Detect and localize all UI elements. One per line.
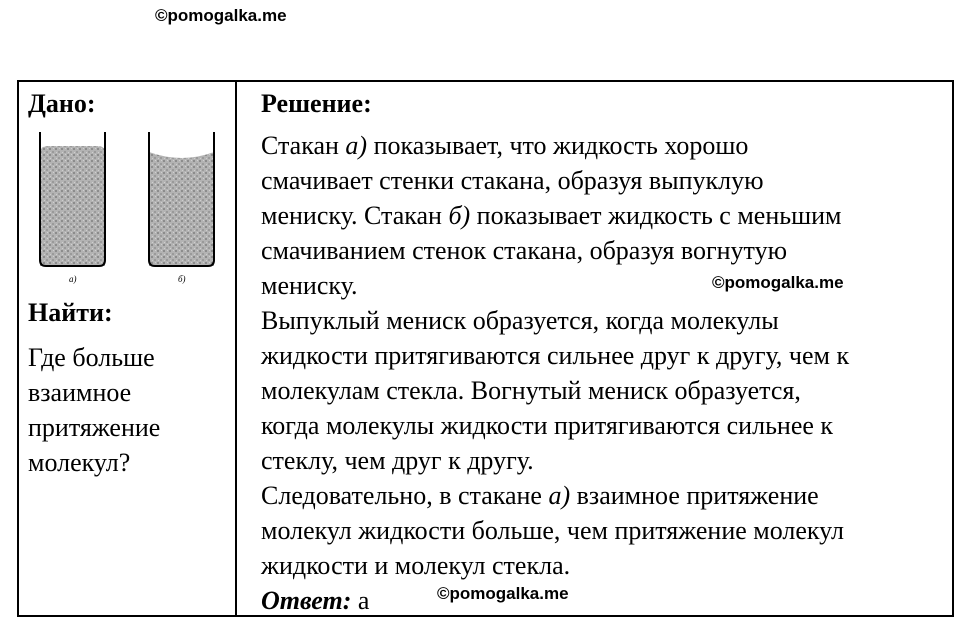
solution-column	[237, 82, 952, 615]
solution-line: смачивает стенки стакана, образуя выпуклую	[261, 166, 764, 195]
glass-reference: б)	[448, 201, 471, 230]
solution-line: жидкости и молекул стекла.	[261, 551, 571, 580]
solution-line: молекулам стекла. Вогнутый мениск образуется,	[261, 376, 801, 405]
given-column	[19, 82, 235, 615]
text-span: мениску. Стакан	[261, 201, 449, 230]
text-span: Стакан	[261, 131, 346, 160]
answer-line	[261, 583, 960, 618]
text-span: показывает, что жидкость хорошо	[367, 131, 749, 160]
glass-b	[149, 132, 214, 284]
question-line: молекул?	[28, 448, 131, 477]
task-table	[17, 80, 954, 617]
question-line: Где больше	[28, 343, 155, 372]
solution-text	[261, 128, 960, 618]
solution-line: когда молекулы жидкости притягиваются сильнее к	[261, 411, 834, 440]
watermark-bottom: ©pomogalka.me	[437, 584, 569, 603]
solution-heading: Решение:	[261, 89, 372, 118]
find-question	[28, 340, 228, 480]
solution-line	[261, 478, 960, 513]
watermark-middle: ©pomogalka.me	[712, 273, 844, 292]
text-span: Следовательно, в стакане	[261, 481, 549, 510]
glass-reference: а)	[345, 131, 368, 160]
solution-line	[261, 128, 960, 163]
glass-a	[40, 132, 105, 284]
text-span: показывает жидкость с меньшим	[470, 201, 842, 230]
solution-line: мениску.	[261, 271, 358, 300]
question-line: притяжение	[28, 413, 161, 442]
glasses-illustration	[37, 130, 227, 290]
given-heading: Дано:	[28, 89, 96, 118]
glass-reference: а)	[548, 481, 571, 510]
watermark-top: ©pomogalka.me	[155, 6, 287, 25]
find-heading: Найти:	[28, 298, 113, 327]
answer-value: а	[357, 586, 370, 615]
solution-line: молекул жидкости больше, чем притяжение молекул	[261, 516, 845, 545]
solution-line: Выпуклый мениск образуется, когда молекулы	[261, 306, 779, 335]
solution-line: жидкости притягиваются сильнее друг к другу, чем к	[261, 341, 850, 370]
solution-line: смачиванием стенок стакана, образуя вогнутую	[261, 236, 788, 265]
answer-label: Ответ:	[261, 586, 352, 615]
solution-line	[261, 198, 960, 233]
question-line: взаимное	[28, 378, 132, 407]
solution-line: стеклу, чем друг к другу.	[261, 446, 534, 475]
glass-a-label: а)	[69, 274, 77, 284]
text-span: взаимное притяжение	[570, 481, 819, 510]
glass-b-label: б)	[178, 274, 186, 284]
